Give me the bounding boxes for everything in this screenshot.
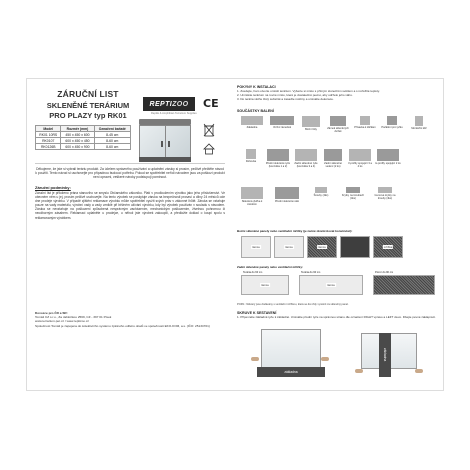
- part-label: Počátkní pro tyčku: [381, 126, 403, 129]
- table-row: [36, 144, 131, 150]
- table-cell: RK0107: [36, 138, 61, 144]
- part-image: [415, 116, 423, 126]
- side-panel: [274, 236, 304, 258]
- part-image: [324, 149, 342, 161]
- part-item: [373, 187, 397, 200]
- assembly-base: [257, 367, 325, 377]
- part-label: Boční lišty: [305, 128, 317, 131]
- title-line-2: SKLENĚNÉ TERÁRIUM: [46, 101, 130, 110]
- assembly-base: [379, 333, 391, 377]
- hand-icon: [251, 357, 259, 361]
- hand-icon: [355, 369, 363, 373]
- part-label: Přední skleněné tyče (konzolka 1 a 2): [265, 162, 291, 168]
- base-label: základna: [383, 348, 387, 362]
- part-item: [380, 116, 404, 129]
- part-label: V-profily spojující 3 a 4 ks: [348, 162, 372, 168]
- part-item: [309, 187, 333, 197]
- title-line-3: PRO PLAZY typ RK01: [49, 111, 127, 120]
- back-panels-heading: Zadní skleněné panely nebo ventilační mřížky:: [237, 265, 304, 269]
- terrarium-handle: [168, 141, 170, 147]
- part-item: [293, 149, 319, 168]
- back-panel: [299, 275, 363, 295]
- assembly-illustration-1: [251, 329, 341, 385]
- table-cell: RK0126B: [36, 144, 61, 150]
- part-label: Šrouby (4ks): [313, 194, 329, 197]
- indoor-use-icon: [203, 143, 215, 155]
- right-column: [237, 83, 441, 388]
- part-image: [349, 149, 371, 161]
- part-image: [241, 116, 263, 125]
- terrarium-door-split: [165, 125, 166, 159]
- install-step: 1. Zvedejte, ham otvorte umístit terárium. Vyberte si místo s přímým slunečním světlem a s rozložité teploty.: [237, 89, 380, 93]
- part-label: Krytky na šroubech (4ks): [341, 194, 365, 200]
- back-panel-caption: Terária do 90 cm: [301, 271, 321, 274]
- part-image: [378, 187, 392, 193]
- back-panel-caption: Pozor do 90 cm: [375, 271, 394, 274]
- part-item: [268, 116, 296, 129]
- install-step: 3. Do terária vložte čistý substrát a zasaďte rostliny a umístěte dekorace.: [237, 96, 334, 101]
- document-title: [35, 89, 141, 120]
- part-image: [387, 116, 397, 125]
- assembly-step: 1. Připevněte základně tyče k základně. Umístěte přední tyče na správnou stranu dle označení RIGHT vpravo a LEFT vlevo. Dbejte pevné zaklapnutí.: [237, 315, 436, 319]
- ce-mark: CE: [203, 97, 219, 110]
- divider: [35, 163, 225, 164]
- table-header: Model: [36, 126, 61, 132]
- part-label: Základna: [246, 126, 258, 129]
- part-image: [377, 149, 399, 161]
- part-image: [346, 187, 360, 193]
- part-label: Skleněná dvířka k zámkům: [241, 200, 263, 206]
- terrarium-illustration: [137, 119, 193, 163]
- side-panels-heading: Boční skleněné panely nebo ventilační mřížky (je nutné zkontrolovat konstrukci):: [237, 229, 353, 233]
- part-item: [239, 187, 265, 206]
- table-cell: 600 x 450 x 900: [61, 144, 94, 150]
- panel-label: mřížka: [383, 245, 393, 249]
- table-cell: RK01 10RS: [36, 132, 61, 138]
- title-line-1: ZÁRUČNÍ LIST: [57, 89, 119, 99]
- part-item: [299, 116, 323, 131]
- panel-label: rámce: [261, 283, 269, 287]
- part-image: [267, 149, 289, 161]
- part-label: Přední skleněné sklo: [274, 200, 300, 203]
- table-cell: 8-60 cm: [94, 144, 131, 150]
- importer-info: [35, 311, 225, 328]
- part-item: [341, 187, 365, 200]
- back-vent-grille: [373, 275, 435, 295]
- install-step: 2. Umístěte terárium na rovné místo, které je dostatečně pevné, aby udrželo jeho váhu.: [237, 92, 353, 97]
- part-item: [265, 149, 291, 168]
- part-image: [275, 187, 299, 199]
- assembly-heading: SKRUVE K SESTAVENÍ: [237, 311, 277, 315]
- table-cell: 8-60 cm: [94, 138, 131, 144]
- part-image: [302, 116, 320, 127]
- part-label: Zadní skleněné tyče (konzolka 3 a 4): [294, 162, 318, 168]
- importer-address: Tomáš CZ s.r.o., Za Jabloňkou 2569, CZ - 397 01 Písek: [35, 315, 112, 320]
- part-image: [330, 116, 346, 126]
- part-label: Zámek skleněných dvířek: [327, 127, 349, 133]
- part-label: Rohovka: [245, 160, 257, 163]
- logo-subtitle: Reptile & Amphibian Terrarium Supplies: [151, 112, 197, 115]
- terrarium-handle: [161, 141, 163, 147]
- table-cell: 8-45 cm: [94, 132, 131, 138]
- importer-recycling: Společnost Tomáš je zapojena do kolektivního systému zpětného odběru obalů ve společnosti EKO-KOM, a.s. (IČO: 25134701): [35, 323, 210, 328]
- warranty-body: Záruční list je přiloženo prána stanovího se smyslu Občanského zákoníku. Platí v prodloužením výrobku jako jeho příslušenství. Ve obecném něm u jej, prosím pečlivě uschovejte. Na tento výrobek se poskytuje záruka na bezpečnosti prosaví a dílny 24 měsíců ode dne prodeje výrobku. V případě zjištění reklamace výrobku může spotřebitel využít svých práv v zákonné lhůtě. Záruka se vztahuje pouze na vady materiálu, výrobní vady a vady vzniklé při běžném užívání výrobku, kdy byl výrobek používán v souladu s návodem. Záruka se nevztahuje na poškození způsobená nesprávným zacházením, mechanickým poškozením, živelnou pohromou či neodborným zásahem. Reklamaci uplatněte u prodejce, u něhož jste výrobek zakoupili, a předložte doklad o koupi spolu s reklamovaným výrobkem.: [35, 191, 225, 220]
- table-header: Rozměr (mm): [61, 126, 94, 132]
- importer-web: www.terrarium-pet.cz / www.reptizoo.cz: [35, 319, 89, 324]
- left-column: [31, 83, 229, 388]
- panel-label: rámce: [327, 283, 335, 287]
- warranty-sheet: [26, 78, 444, 391]
- hand-icon: [415, 369, 423, 373]
- table-header: Označení baňaté: [94, 126, 131, 132]
- importer-heading: Dovozce pro ČR a SR:: [35, 311, 68, 315]
- part-item: [375, 149, 401, 165]
- assembly-glass: [261, 329, 321, 369]
- install-steps: [237, 90, 441, 102]
- panel-label: rámce: [285, 245, 293, 249]
- recycling-bin-icon: [203, 123, 215, 137]
- panel-label: rámce: [318, 245, 326, 249]
- side-panel-dark: [340, 236, 370, 258]
- part-item: [239, 116, 265, 129]
- notice-text: Děkujeme, že jste si vybrali teráriu produkt. Za účelem správného používání a uplatnění záruky si prosím, pečlivě přečtěte návod k použití. Tento návod si uschovejte pro případnou budoucí potřebu. Pokud se spotřebitel neřídí návodem jsou za poškozí produkt není opravni, veškeré nároky podstupují pominout.: [35, 167, 225, 180]
- part-item: [407, 116, 431, 130]
- part-item: [239, 149, 263, 163]
- vent-grille: [373, 236, 403, 258]
- side-panel-mesh: [307, 236, 337, 258]
- base-label: základna: [284, 370, 298, 374]
- logo-text-a: REPTI: [149, 100, 173, 108]
- part-label: Přísavka k kličkám: [354, 126, 376, 129]
- table-cell: 450 x 450 x 600: [61, 132, 94, 138]
- back-panels: [241, 271, 441, 299]
- part-image: [315, 187, 327, 193]
- part-image: [270, 116, 294, 125]
- part-item: [353, 116, 377, 129]
- install-heading: POKYNY K INSTALACI: [237, 85, 276, 89]
- reptizoo-logo: [143, 97, 195, 111]
- back-panel-caption: Terária do 60 cm: [243, 271, 263, 274]
- models-table: [35, 125, 131, 150]
- part-image: [241, 187, 263, 199]
- part-label: Zadní skleněné vedení (2 ks): [324, 162, 342, 168]
- assembly-illustration-2: [355, 329, 435, 385]
- hand-icon: [321, 357, 329, 361]
- side-panel: [241, 236, 271, 258]
- part-item: [326, 116, 350, 133]
- back-panel: [241, 275, 289, 295]
- warranty-heading: Záruční podmínky:: [35, 185, 71, 190]
- part-image: [295, 149, 317, 161]
- part-item: [273, 187, 301, 203]
- part-label: Montážní klíč: [411, 127, 427, 130]
- part-item: [347, 149, 373, 168]
- terrarium-base: [139, 157, 191, 162]
- part-image: [360, 116, 370, 125]
- part-label: H-profily spojující 2 ks: [375, 162, 401, 165]
- parts-heading: SOUČÁSTKY BALENÍ: [237, 109, 274, 113]
- logo-text-b: ZOO: [172, 100, 189, 108]
- part-image: [246, 149, 256, 159]
- side-panels: [241, 236, 403, 258]
- table-cell: 600 x 450 x 450: [61, 138, 94, 144]
- part-label: Gumové krytky na šrouby (4ks): [374, 194, 396, 200]
- part-label: Vrchní rámeček: [272, 126, 292, 129]
- part-item: [321, 149, 345, 168]
- panel-label: rámce: [252, 245, 260, 249]
- note-text: POZN.: Některý jsou dodávány s ventilační mřížkou, která se dá vždy vyměnit za skleněný panel.: [237, 303, 349, 306]
